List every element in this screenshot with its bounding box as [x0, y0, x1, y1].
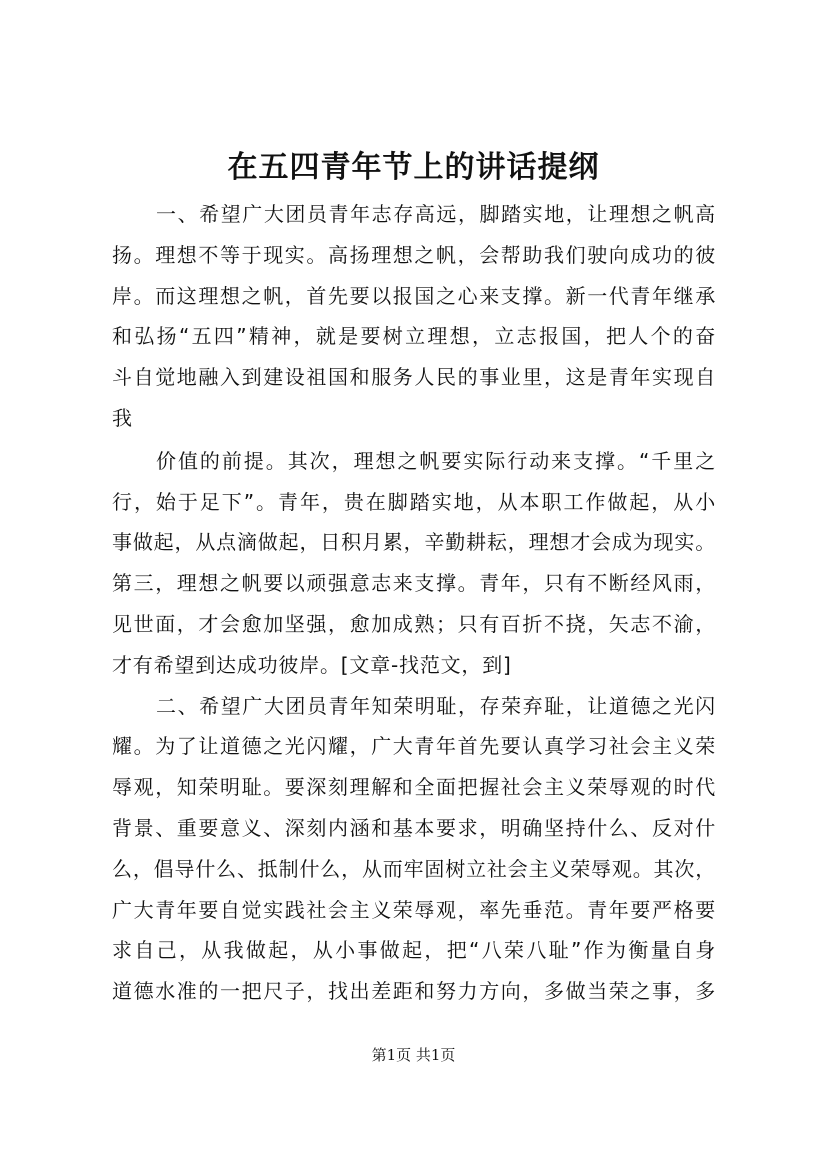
body-line: 事做起，从点滴做起，日积月累，辛勤耕耘，理想才会成为现实。: [112, 530, 716, 555]
body-line: 求自己，从我做起，从小事做起，把“八荣八耻”作为衡量自身: [112, 938, 716, 963]
body-line: 扬。理想不等于现实。高扬理想之帆，会帮助我们驶向成功的彼: [112, 242, 716, 267]
body-line: 道德水准的一把尺子，找出差距和努力方向，多做当荣之事，多: [112, 979, 716, 1004]
body-line: 斗自觉地融入到建设祖国和服务人民的事业里，这是青年实现自: [112, 365, 716, 390]
body-line: 行，始于足下”。青年，贵在脚踏实地，从本职工作做起，从小: [112, 489, 716, 514]
body-line: 才有希望到达成功彼岸。[文章-找范文，到]: [112, 652, 512, 677]
body-line: 价值的前提。其次，理想之帆要实际行动来支撑。“千里之: [156, 448, 716, 473]
body-line: 和弘扬“五四”精神，就是要树立理想，立志报国，把人个的奋: [112, 324, 716, 349]
body-line: 我: [112, 405, 133, 430]
body-line: 岸。而这理想之帆，首先要以报国之心来支撑。新一代青年继承: [112, 283, 716, 308]
body-line: 见世面，才会愈加坚强，愈加成熟；只有百折不挠，矢志不渝，: [112, 611, 716, 636]
document-body: [112, 194, 716, 1012]
document-title: 在五四青年节上的讲话提纲: [227, 150, 600, 185]
body-line: 广大青年要自觉实践社会主义荣辱观，率先垂范。青年要严格要: [112, 897, 716, 922]
body-line: 一、希望广大团员青年志存高远，脚踏实地，让理想之帆高: [156, 202, 716, 226]
body-line: 耀。为了让道德之光闪耀，广大青年首先要认真学习社会主义荣: [112, 734, 716, 759]
body-line: 二、希望广大团员青年知荣明耻，存荣弃耻，让道德之光闪: [156, 693, 716, 718]
body-line: 第三，理想之帆要以顽强意志来支撑。青年，只有不断经风雨，: [112, 571, 716, 596]
body-line: 么，倡导什么、抵制什么，从而牢固树立社会主义荣辱观。其次，: [112, 856, 716, 881]
body-line: 背景、重要意义、深刻内涵和基本要求，明确坚持什么、反对什: [112, 815, 716, 840]
body-line: 辱观，知荣明耻。要深刻理解和全面把握社会主义荣辱观的时代: [112, 775, 716, 800]
page-number-footer: 第1页 共1页: [371, 1046, 456, 1064]
